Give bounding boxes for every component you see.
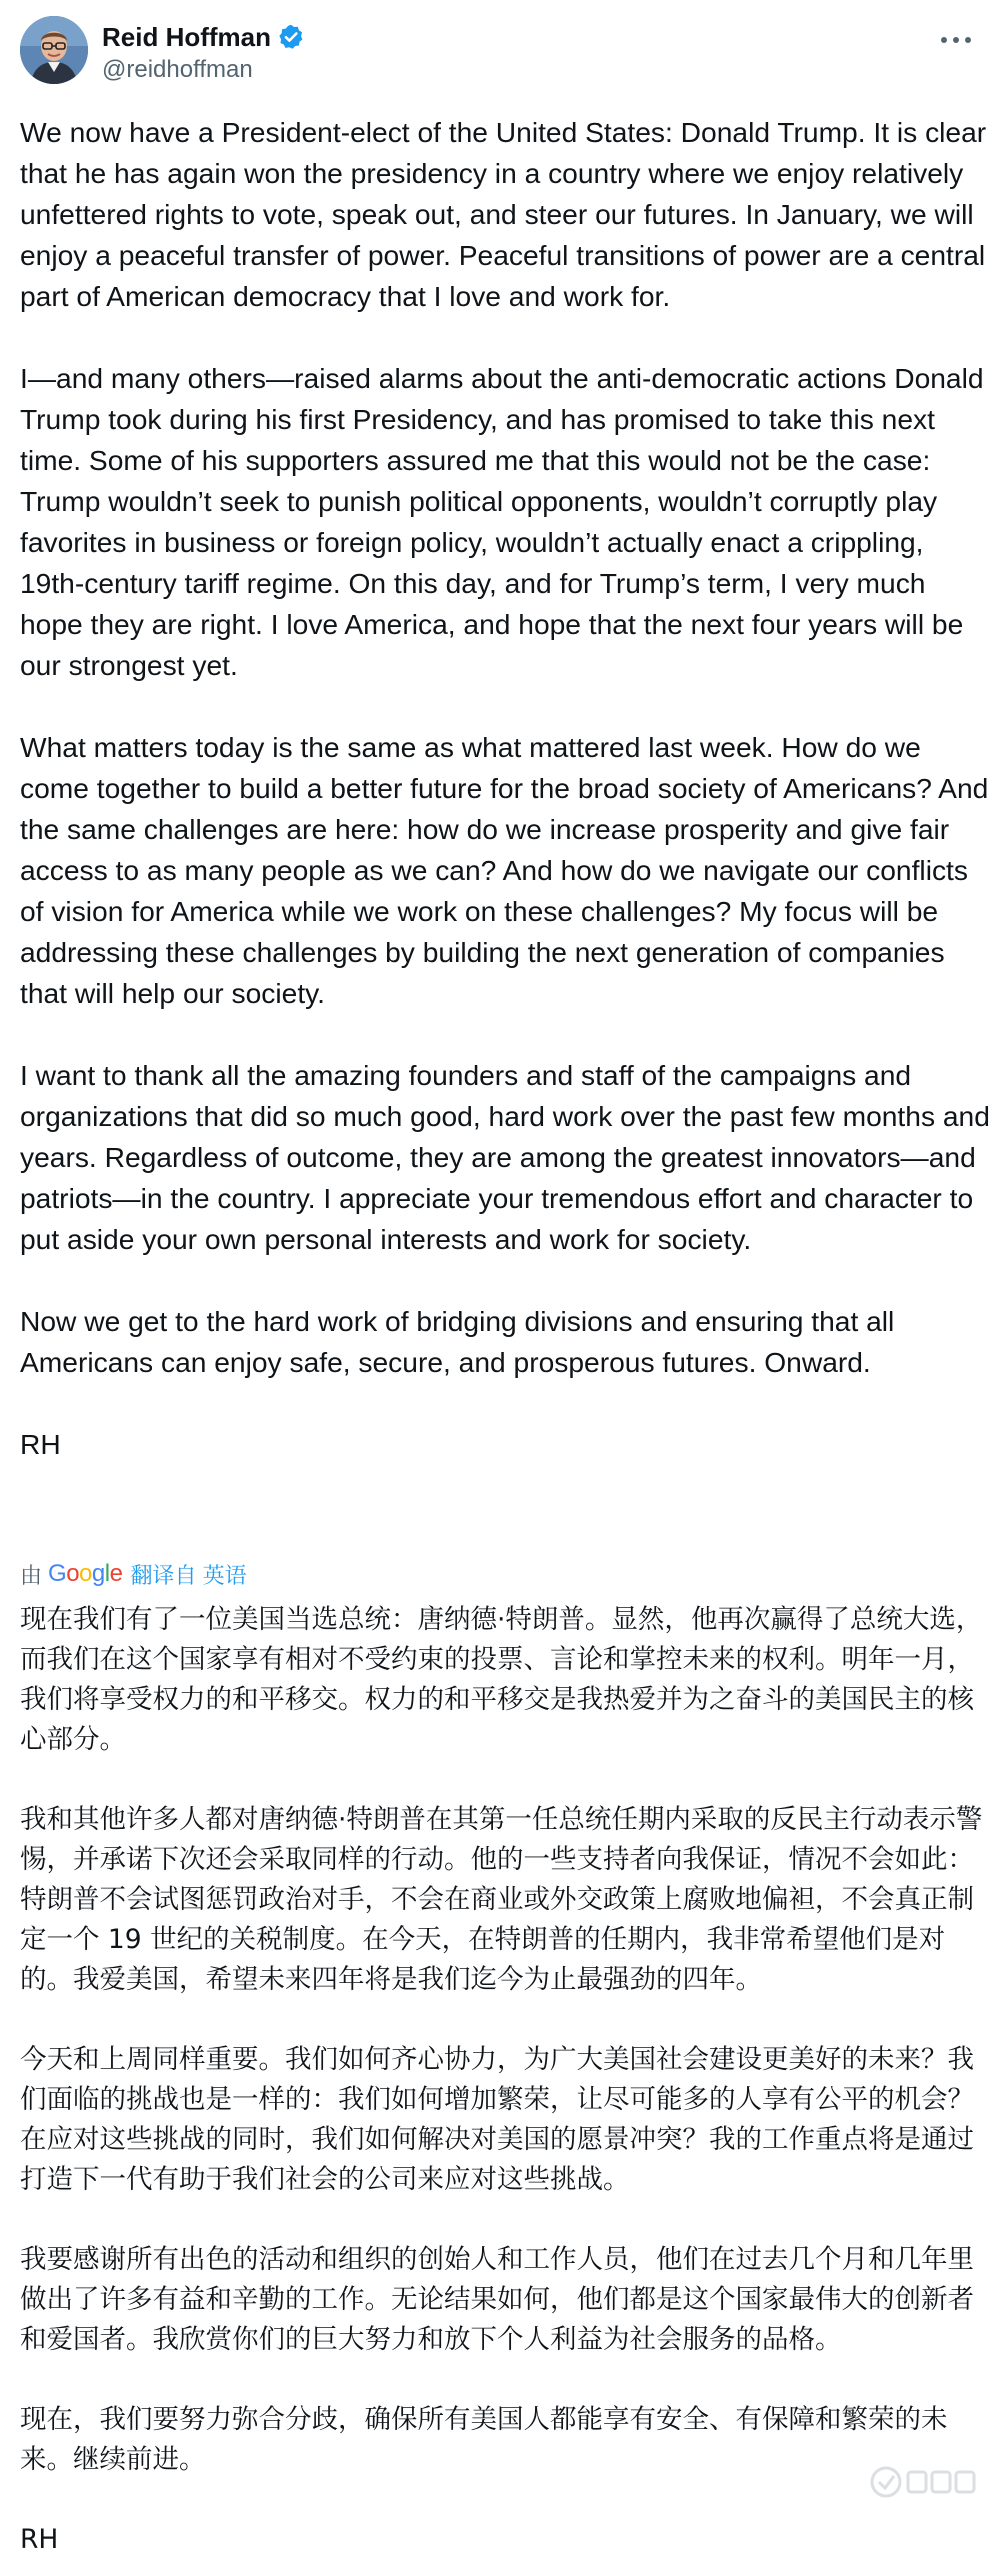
tweet-paragraph: I want to thank all the amazing founders and staff of the campaigns and organizations that did so much good, hard work over the past few months and years. Regardless of outcome, they are among the greatest innovators—and patriots—in the country. I appreciate your tremendous effort and character to put aside your own personal interests and work for society. bbox=[20, 1059, 990, 1255]
tweet-header bbox=[20, 16, 980, 88]
google-logo-letter: e bbox=[109, 1560, 123, 1587]
tweet-text bbox=[20, 112, 990, 1465]
tweet-paragraph: I—and many others—raised alarms about the anti-democratic actions Donald Trump took during his first Presidency, and has promised to take this next time. Some of his supporters assured me that this would not be the case: Trump wouldn’t seek to punish political opponents, wouldn’t corruptly play favorites in business or foreign policy, wouldn’t actually enact a crippling, 19th-century tariff regime. On this day, and for Trump’s term, I very much hope they are right. I love America, and hope that the next four years will be our strongest yet. bbox=[20, 362, 984, 681]
google-logo-letter: G bbox=[48, 1560, 67, 1587]
author-names bbox=[102, 20, 305, 84]
display-name-row bbox=[102, 20, 305, 54]
verified-badge-icon bbox=[277, 23, 305, 51]
translated-by-label: 由 bbox=[20, 1562, 43, 1588]
tweet-paragraph: We now have a President-elect of the United States: Donald Trump. It is clear that he has again won the presidency in a country where we enjoy relatively unfettered rights to vote, speak out, and steer our futures. In January, we will enjoy a peaceful transfer of power. Peaceful transitions of power are a central part of American democracy that I love and work for. bbox=[20, 116, 987, 312]
google-logo-letter: o bbox=[66, 1560, 80, 1587]
more-options-icon[interactable] bbox=[932, 20, 980, 60]
handle[interactable]: @reidhoffman bbox=[102, 56, 253, 83]
google-logo-letter: l bbox=[104, 1560, 110, 1587]
display-name[interactable]: Reid Hoffman bbox=[102, 21, 271, 52]
translation-attribution bbox=[20, 1554, 247, 1594]
google-logo-letter: o bbox=[79, 1560, 92, 1587]
translated-paragraph: 我和其他许多人都对唐纳德·特朗普在其第一任总统任期内采取的反民主行动表示警惕，并承诺下次还会采取同样的行动。他的一些支持者向我保证，情况不会如此：特朗普不会试图惩罚政治对手，不会在商业或外交政策上腐败地偏袒，不会真正制定一个 19 世纪的关税制度。在今天，在特朗普的任期内，我非常希望他们是对的。我爱美国，希望未来四年将是我们迄今为止最强劲的四年。 bbox=[20, 1804, 983, 1995]
google-logo bbox=[48, 1560, 122, 1588]
translated-from-link[interactable]: 翻译自 英语 bbox=[130, 1562, 247, 1588]
tweet-paragraph: What matters today is the same as what mattered last week. How do we come together to build a better future for the broad society of Americans? And the same challenges are here: how do we increase prosperity and give fair access to as many people as we can? And how do we navigate our conflicts of vision for America while we work on these challenges? My focus will be addressing these challenges by building the next generation of companies that will help our society. bbox=[20, 731, 989, 1009]
google-logo-letter: g bbox=[91, 1560, 105, 1587]
translated-text bbox=[20, 1600, 990, 2560]
avatar-image bbox=[20, 16, 88, 84]
translated-paragraph: 现在我们有了一位美国当选总统：唐纳德·特朗普。显然，他再次赢得了总统大选，而我们在这个国家享有相对不受约束的投票、言论和掌控未来的权利。明年一月，我们将享受权力的和平移交。权力的和平移交是我热爱并为之奋斗的美国民主的核心部分。 bbox=[20, 1604, 983, 1755]
avatar[interactable] bbox=[20, 16, 88, 84]
translated-paragraph: 现在，我们要努力弥合分歧，确保所有美国人都能享有安全、有保障和繁荣的未来。继续前进。 bbox=[20, 2404, 948, 2475]
translated-signature: RH bbox=[20, 2524, 59, 2555]
translated-paragraph: 今天和上周同样重要。我们如何齐心协力，为广大美国社会建设更美好的未来？我们面临的挑战也是一样的：我们如何增加繁荣，让尽可能多的人享有公平的机会？在应对这些挑战的同时，我们如何解决对美国的愿景冲突？我的工作重点将是通过打造下一代有助于我们社会的公司来应对这些挑战。 bbox=[20, 2044, 974, 2195]
tweet-paragraph: Now we get to the hard work of bridging divisions and ensuring that all Americans can enjoy safe, secure, and prosperous futures. Onward. bbox=[20, 1305, 895, 1378]
watermark-logo bbox=[866, 2460, 986, 2504]
translated-paragraph: 我要感谢所有出色的活动和组织的创始人和工作人员，他们在过去几个月和几年里做出了许多有益和辛勤的工作。无论结果如何，他们都是这个国家最伟大的创新者和爱国者。我欣赏你们的巨大努力和放下个人利益为社会服务的品格。 bbox=[20, 2244, 974, 2355]
tweet-signature: RH bbox=[20, 1428, 61, 1460]
